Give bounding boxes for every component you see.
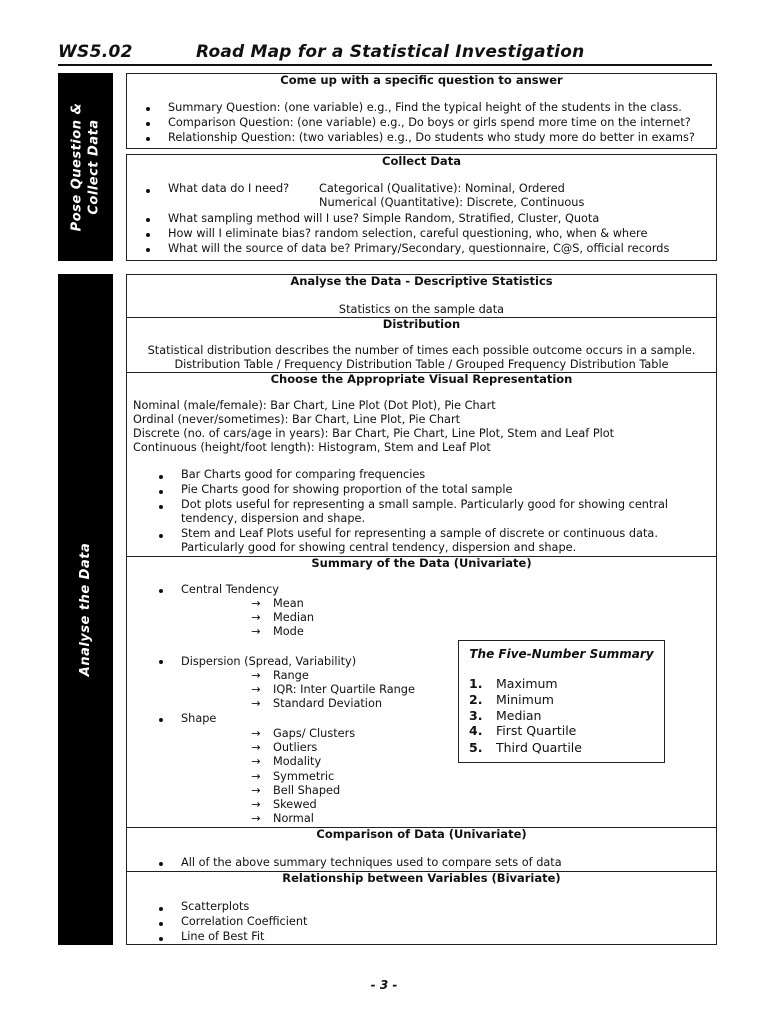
- arrow-icon: →: [251, 770, 261, 783]
- fns-number: 1.: [469, 676, 483, 691]
- question-item-relationship: Relationship Question: (two variables) e.g., Do students who study more do better in exams?: [168, 131, 695, 144]
- visual-title: Choose the Appropriate Visual Representation: [270, 372, 573, 386]
- collect-numerical: Numerical (Quantitative): Discrete, Continuous: [319, 196, 585, 209]
- visual-bullet-stem-2: Particularly good for showing central tendency, dispersion and shape.: [181, 541, 577, 554]
- sidebar-pose-line2: Collect Data: [86, 119, 102, 215]
- fns-number: 4.: [469, 723, 483, 738]
- five-number-summary-title: The Five-Number Summary: [469, 647, 654, 661]
- visual-line-nominal: Nominal (male/female): Bar Chart, Line Plot (Dot Plot), Pie Chart: [133, 399, 496, 412]
- summary-item-mean: Mean: [273, 597, 304, 610]
- bullet: [146, 107, 150, 111]
- collect-item-bias: How will I eliminate bias? random selection, careful questioning, who, when & where: [168, 227, 648, 240]
- summary-item-symmetric: Symmetric: [273, 770, 335, 783]
- question-section: [126, 73, 717, 149]
- summary-item-median: Median: [273, 611, 315, 624]
- question-item-summary: Summary Question: (one variable) e.g., Find the typical height of the students in the class.: [168, 101, 682, 114]
- sidebar-pose-line1: Pose Question &: [69, 102, 85, 232]
- bullet: [159, 505, 163, 509]
- five-number-summary-box: [458, 640, 665, 763]
- visual-line-ordinal: Ordinal (never/sometimes): Bar Chart, Line Plot, Pie Chart: [133, 413, 461, 426]
- summary-item-iqr: IQR: Inter Quartile Range: [273, 683, 415, 696]
- arrow-icon: →: [251, 727, 261, 740]
- collect-title: Collect Data: [382, 154, 461, 168]
- question-title: Come up with a specific question to answer: [280, 73, 563, 87]
- arrow-icon: →: [251, 798, 261, 811]
- bullet: [146, 137, 150, 141]
- summary-item-gaps: Gaps/ Clusters: [273, 727, 356, 740]
- bullet: [159, 907, 163, 911]
- descriptive-title: Analyse the Data - Descriptive Statistics: [290, 274, 553, 288]
- fns-item-third-quartile: Third Quartile: [496, 740, 582, 755]
- visual-line-continuous: Continuous (height/foot length): Histogram, Stem and Leaf Plot: [133, 441, 491, 454]
- bullet: [146, 189, 150, 193]
- bullet: [159, 660, 163, 664]
- arrow-icon: →: [251, 741, 261, 754]
- relationship-item-best-fit: Line of Best Fit: [181, 930, 265, 943]
- distribution-line2: Distribution Table / Frequency Distribution Table / Grouped Frequency Distribution Table: [174, 358, 669, 371]
- analyse-section: [126, 274, 717, 945]
- bullet: [146, 218, 150, 222]
- relationship-item-correlation: Correlation Coefficient: [181, 915, 308, 928]
- bullet: [146, 233, 150, 237]
- collect-what-data: What data do I need?: [168, 182, 290, 195]
- collect-categorical: Categorical (Qualitative): Nominal, Ordered: [319, 182, 565, 195]
- fns-number: 2.: [469, 692, 483, 707]
- fns-number: 3.: [469, 708, 483, 723]
- fns-item-maximum: Maximum: [496, 676, 558, 691]
- visual-bullet-dot-2: tendency, dispersion and shape.: [181, 512, 366, 525]
- relationship-item-scatterplots: Scatterplots: [181, 900, 250, 913]
- worksheet-code: WS5.02: [58, 42, 133, 62]
- bullet: [159, 862, 163, 866]
- summary-item-bell: Bell Shaped: [273, 784, 341, 797]
- bullet: [146, 248, 150, 252]
- visual-bullet-stem-1: Stem and Leaf Plots useful for representing a sample of discrete or continuous data.: [181, 527, 658, 540]
- fns-item-minimum: Minimum: [496, 692, 554, 707]
- comparison-title: Comparison of Data (Univariate): [316, 827, 527, 841]
- arrow-icon: →: [251, 784, 261, 797]
- visual-line-discrete: Discrete (no. of cars/age in years): Bar Chart, Pie Chart, Line Plot, Stem and Leaf Plot: [133, 427, 615, 440]
- summary-item-skewed: Skewed: [273, 798, 317, 811]
- arrow-icon: →: [251, 625, 261, 638]
- page-number: - 3 -: [370, 978, 398, 992]
- arrow-icon: →: [251, 611, 261, 624]
- bullet: [159, 490, 163, 494]
- fns-item-median: Median: [496, 708, 542, 723]
- visual-bullet-bar: Bar Charts good for comparing frequencies: [181, 468, 426, 481]
- bullet: [159, 534, 163, 538]
- summary-dispersion: Dispersion (Spread, Variability): [181, 655, 357, 668]
- collect-item-sampling: What sampling method will I use? Simple Random, Stratified, Cluster, Quota: [168, 212, 600, 225]
- summary-shape: Shape: [181, 712, 217, 725]
- descriptive-text: Statistics on the sample data: [338, 303, 505, 316]
- sidebar-analyse-data: [58, 274, 113, 945]
- summary-central-tendency: Central Tendency: [181, 583, 279, 596]
- arrow-icon: →: [251, 683, 261, 696]
- visual-bullet-pie: Pie Charts good for showing proportion of the total sample: [181, 483, 513, 496]
- summary-item-range: Range: [273, 669, 309, 682]
- fns-item-first-quartile: First Quartile: [496, 723, 577, 738]
- summary-item-modality: Modality: [273, 755, 322, 768]
- question-item-comparison: Comparison Question: (one variable) e.g., Do boys or girls spend more time on the internet?: [168, 116, 691, 129]
- summary-item-mode: Mode: [273, 625, 304, 638]
- collect-item-source: What will the source of data be? Primary/Secondary, questionnaire, C@S, official records: [168, 242, 670, 255]
- distribution-line1: Statistical distribution describes the number of times each possible outcome occurs in a sample.: [147, 344, 696, 357]
- arrow-icon: →: [251, 755, 261, 768]
- bullet: [159, 922, 163, 926]
- bullet: [159, 589, 163, 593]
- comparison-item: All of the above summary techniques used to compare sets of data: [181, 856, 562, 869]
- bullet: [159, 937, 163, 941]
- summary-item-normal: Normal: [273, 812, 314, 825]
- summary-item-outliers: Outliers: [273, 741, 318, 754]
- visual-bullet-dot-1: Dot plots useful for representing a small sample. Particularly good for showing central: [181, 498, 669, 511]
- bullet: [159, 718, 163, 722]
- sidebar-analyse-label: Analyse the Data: [78, 542, 93, 677]
- bullet: [146, 122, 150, 126]
- arrow-icon: →: [251, 669, 261, 682]
- fns-number: 5.: [469, 740, 483, 755]
- relationship-title: Relationship between Variables (Bivariate): [282, 871, 561, 885]
- sidebar-pose-question: [58, 73, 113, 261]
- distribution-title: Distribution: [382, 317, 461, 331]
- summary-title: Summary of the Data (Univariate): [311, 556, 532, 570]
- collect-section: [126, 154, 717, 261]
- summary-item-sd: Standard Deviation: [273, 697, 383, 710]
- arrow-icon: →: [251, 697, 261, 710]
- page-title: Road Map for a Statistical Investigation: [196, 42, 585, 62]
- header-rule: [58, 64, 712, 66]
- arrow-icon: →: [251, 597, 261, 610]
- arrow-icon: →: [251, 812, 261, 825]
- bullet: [159, 475, 163, 479]
